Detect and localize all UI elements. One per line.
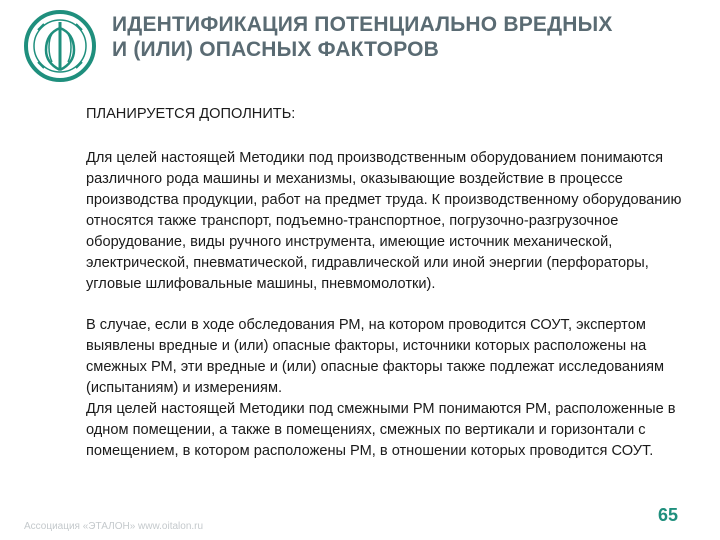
association-emblem-icon	[22, 8, 98, 84]
page-title-line-1: ИДЕНТИФИКАЦИЯ ПОТЕНЦИАЛЬНО ВРЕДНЫХ	[112, 13, 613, 36]
slide-body	[86, 104, 692, 462]
paragraph-equipment-definition: Для целей настоящей Методики под производственным оборудованием понимаются различного рода машины и механизмы, оказывающие воздействие в процессе производства продукции, работ на предмет труда. К производственному оборудованию относятся также транспорт, подъемно-транспортное, погрузочно-разгрузочное оборудование, виды ручного инструмента, имеющие источник механической, электрической, пневматической, гидравлической или иной энергии (перфораторы, угловые шлифовальные машины, пневмомолотки).	[86, 150, 682, 292]
section-subtitle: ПЛАНИРУЕТСЯ ДОПОЛНИТЬ:	[86, 106, 296, 122]
page-title-line-2: И (ИЛИ) ОПАСНЫХ ФАКТОРОВ	[112, 38, 440, 61]
paragraph-adjacent-workplaces: Для целей настоящей Методики под смежными РМ понимаются РМ, расположенные в одном помещении, а также в помещениях, смежных по вертикали и горизонтали с помещением, в котором расположены РМ, в отношении которых проводится СОУТ.	[86, 401, 676, 459]
page-number: 65	[658, 505, 679, 525]
paragraph-adjacent-factors: В случае, если в ходе обследования РМ, на котором проводится СОУТ, экспертом выявлены вредные и (или) опасные факторы, источники которых расположены на смежных РМ, эти вредные и (или) опасные факторы также подлежат исследованиям (испытаниям) и измерениям.	[86, 317, 665, 396]
footer-text: Ассоциация «ЭТАЛОН» www.oitalon.ru	[24, 521, 204, 532]
page-title	[112, 12, 712, 62]
